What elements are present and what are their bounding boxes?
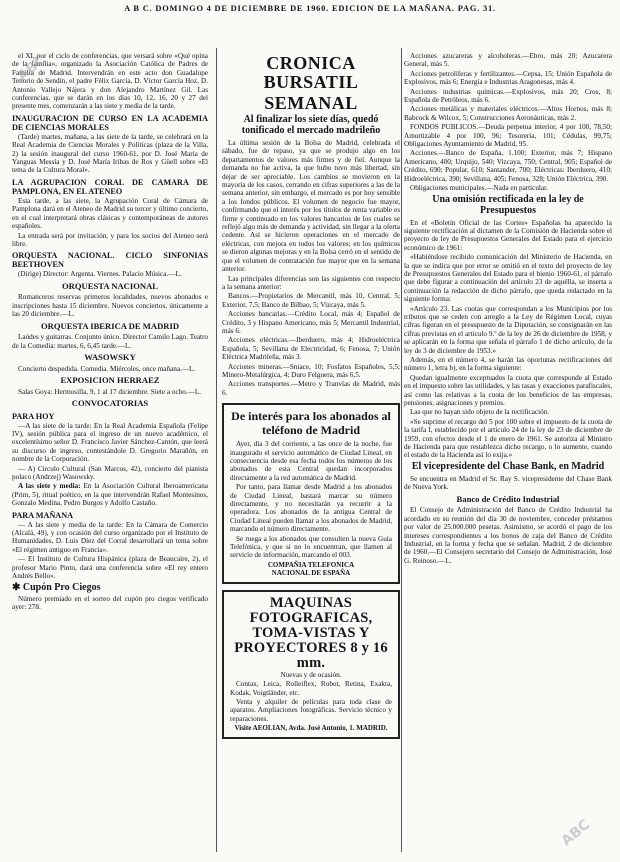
paragraph: — A) Circulo Cultural (San Marcos, 42), concierto del pianista polaco (Andrzej) Wasowsky. (12, 464, 208, 481)
paragraph: Acciones.—Banco de España, 1.100; Exterior, más 7; Hispano Americano, 400; Urquijo, 540; Vizcaya, 750; Central, 905; Español de Crédito, 690; Popular, 610; Santander, 700; Eléctricas: Iberduero, 410; Hidroeléctrica, 390; Sevillana, 405; Fenosa, 328; Unión Eléctrica, 390. (404, 149, 612, 183)
column-divider-1 (216, 48, 217, 852)
paragraph: Romanceros reservas primeros localidades, nuevos abonados e inscripciones hasta 15 diciembre. Nuevos conciertos, únicamente a las 20 diciembre.—L. (12, 293, 208, 319)
subheading-inline: A las siete y media: (18, 482, 81, 491)
article-subtitle: Al finalizar los siete días, quedó tonificado el mercado madrileño (241, 114, 381, 136)
paragraph (12, 482, 208, 507)
article-title: CRONICA BURSATIL (263, 53, 359, 92)
paragraph: Ayer, día 3 del corriente, a las once de la noche, fue inaugurado el servicio automático de Ciudad Lineal, en consecuencia desde esa fecha todos los números de los abonados de esta Central quedan incorporados directamente a la red automática de Madrid. (230, 440, 392, 482)
article-headline: El vicepresidente del Chase Bank, en Madrid (411, 460, 605, 472)
column-2 (222, 52, 400, 745)
paragraph: Acciones bancarias.—Crédito Local, más 4; Español de Crédito, 3 y Hispano Americano, más 5; Mercantil Industrial, más 6. (222, 310, 400, 335)
paragraph: Laúdes y guitarras. Conjunto único. Director Camilo Lago. Teatro de la Comedia: martes, 6, 6,45 tarde.—L. (12, 333, 208, 350)
star-icon: ✱ (12, 582, 21, 594)
paragraph: Quedan igualmente exceptuados la cuota que corresponde al Estado en el impuesto sobre las utilidades, y las tasas y exacciones parafiscales, así como las relativas a la cuota de los beneficios de las empresas, pensiones, asignaciones y premios. (404, 373, 612, 408)
coupon-heading (12, 584, 208, 592)
signature-line-1: COMPAÑIA TELEFONICA (267, 560, 355, 569)
page-header: A B C. DOMINGO 4 DE DICIEMBRE DE 1960. EDICION DE LA MAÑANA. PAG. 31. (124, 4, 496, 13)
paragraph: Las que no hayan sido objeto de la rectificación. (410, 408, 550, 417)
paragraph: (Tarde) martes, mañana, a las siete de la tarde, se celebrará en la Real Academia de Ciencias Morales y Políticas (plaza de la Villa, 2) la sesión inaugural del curso 1960-61, por D. José María de Yanguas Messía y D. José María Iribas de Ros y Güell sobre «El tema de la Cultura Moral». (12, 132, 208, 175)
paragraph: Bancos.—Propietarios de Mercantil, más 10, Central, 5; Exterior, 7,5; Banco de Bilbao, 5; Vizcaya, más 5. (222, 292, 400, 309)
section-heading: INAUGURACION DE CURSO EN LA ACADEMIA DE CIENCIAS MORALES (12, 113, 208, 132)
subheading: PARA MAÑANA (12, 510, 74, 520)
paragraph: Se encuentra en Madrid el Sr. Ray S. vicepresidente del Chase Bank de Nueva York. (404, 474, 612, 492)
paragraph: Obligaciones municipales.—Nada en particular. (410, 184, 548, 193)
paragraph: FONDOS PUBLICOS.—Deuda perpetua interior, 4 por 100, 78,50; Amortizable 4 por 100, 96; Tesorería, 101; Cédulas, 99,75; Obligaciones Ayuntamiento de Madrid, 95. (404, 123, 612, 149)
paragraph: — El Instituto de Cultura Hispánica (plaza de Beaucaire, 2), el profesor Mario Pinto, dará una conferencia sobre «El rey entero Andrés Bello». (12, 555, 208, 581)
section-heading: EXPOSICION HERRAEZ (60, 374, 160, 385)
section-heading: ORQUESTA IBERICA DE MADRID (40, 320, 180, 331)
camera-advert-box (222, 590, 400, 739)
paragraph: Nuevas y de ocasión. (280, 670, 342, 679)
section-heading: WASOWSKY (84, 351, 136, 362)
paragraph: Salas Goya: Hermosilla, 9, 1 al 17 diciembre. Siete a ocho.—L. (18, 387, 202, 396)
paragraph: Acciones petrolíferas y fertilizantes.—Cepsa, 15; Unión Española de Explosivos, más 6; Energía e Industrias Aragonesas, más 4. (404, 69, 612, 87)
paragraph: Venta y alquiler de películas para toda clase de aparatos. Ampliaciones fotográficas. Servicio técnico y reparaciones. (230, 697, 392, 723)
signature-line-2: NACIONAL DE ESPAÑA (271, 569, 351, 578)
paragraph: Concierto despedida. Comedia. Miércoles, once mañana.—L. (18, 364, 196, 373)
paragraph: Acciones industrias químicas.—Explosivos, más 20; Cros, 8; Española de Petróleos, más 6. (404, 87, 612, 105)
paragraph: Acciones eléctricas.—Iberduero, más 4; Hidroeléctrica Española, 5; Sevillana de Electricidad, 6; Fenosa, 7; Unión Eléctrica Madrileña, más 3. (222, 336, 400, 362)
paragraph: Las principales diferencias son las siguientes con respecto a la semana anterior: (222, 274, 400, 291)
paragraph: Contax, Leica, Rolleiflex, Robot, Retina, Exakta, Kodak, Voigtländer, etc. (230, 680, 392, 697)
paragraph: — A las siete y media de la tarde: En la Cámara de Comercio (Alcalá, 49), y con ocasión del curso organizado por el Instituto de Humanidades, D. Luis Díez del Corral desarrollará un tema sobre «El régimen antiguo en Francia». (12, 520, 208, 554)
article-headline: Una omisión rectificada en la ley de Presupuestos (432, 193, 584, 216)
section-heading: LA AGRUPACION CORAL DE CAMARA DE PAMPLONA, EN EL ATENEO (12, 177, 208, 196)
article-title-line2: SEMANAL (264, 93, 358, 113)
paragraph: La última sesión de la Bolsa de Madrid, celebrada el sábado, fue de repaso, ya que se produjo algo en los departamentos de valores más firmes y de fiel. Aunque la demanda no fue activa, la que hubo tuvo más libertad, sin dejar de ser apreciable. Los cambios se movieron en la mayoría de los casos, cerrando en cifras superiores a las de la semana anterior, sin embargo, el mercado es por hoy sensible a los fondos públicos. El volumen de negocio fue mayor, confirmando que el interés por los títulos de renta variable es firme y continuado en los valores bancarios de los cuales se reflejó algo más de demanda y actividad, sin llegar a la oferta cedente. Así se hicieron operaciones en el mercado de eléctricas, con mejora en todos los valores; en los químicos se dieron algunas mejoras y en la Bolsa cerró en el sentido de que el volumen de contratación fue mayor que en la semana anterior. (222, 139, 400, 274)
paragraph: Número premiado en el sorteo del cupón pro ciegos verificado ayer: 278. (12, 594, 208, 612)
paragraph: »Artículo 23. Las cuotas que correspondan a los Municipios por los tributos que se ceden con arreglo a la Ley de Régimen Local, cuyas cifras figuran en el presupuesto de la Diputación, se consignarán en las cifras previstas en el artículo 9.º de la ley de 26 de diciembre de 1958, y se aplicarán en la forma que señala el párrafo 1 de dicho artículo, de la ley de 3 de diciembre de 1953.» (404, 304, 612, 355)
paragraph: Por tanto, para llamar desde Madrid a los abonados de Ciudad Lineal, bastará marcar su número directamente, y no necesitarán ya recurrir a la operadora. Los abonados de la antigua Central de Ciudad Lineal pueden llamar a los abonados de Madrid, marcando el número directamente. (230, 483, 392, 534)
column-divider-2 (401, 48, 402, 852)
paragraph: «Habiéndose recibido comunicación del Ministerio de Hacienda, en la que se indica que por error se omitió en el texto del proyecto de ley de Presupuestos Generales del Estado para el bienio 1960-61, el párrafo que debe figurar a continuación del artículo 23 de aquélla, se inserta a continuación la redacción de dicho párrafo, que queda redactado en la siguiente forma: (404, 253, 612, 304)
notice-title: De interés para los abonados al teléfono de Madrid (231, 409, 391, 438)
column-1 (12, 52, 208, 613)
coupon-title: Cupón Pro Ciegos (22, 582, 101, 594)
paragraph: (Dirige) Director: Argenta. Viernes. Palacio Música.—L. (18, 270, 182, 279)
paragraph: Se ruega a los abonados que consulten la nueva Guía Telefónica, y que si no lo encuentran, que llamen al servicio de información, marcando el 003. (230, 534, 392, 560)
section-heading: CONVOCATORIAS (71, 397, 149, 408)
section-heading: ORQUESTA NACIONAL (61, 280, 159, 291)
paragraph: Acciones transportes.—Metro y Tranvías de Madrid, más 6. (222, 380, 400, 397)
telephone-notice-box (222, 403, 400, 584)
abc-watermark-logo: ABC (14, 51, 50, 85)
advert-headline-2: TOMA-VISTAS Y PROYECTORES 8 y 16 mm. (234, 624, 388, 671)
section-heading: ORQUESTA NACIONAL. CICLO SINFONIAS BEETHOVEN (12, 251, 208, 270)
paragraph: Acciones metálicas y materiales eléctricos.—Altos Hornos, más 8; Babcock & Wilcox, 5; Construcciones Aeronáuticas, más 2. (404, 105, 612, 122)
paragraph: —A las siete de la tarde: En la Real Academia Española (Felipe IV), sesión pública para el ingreso de un nuevo académico, el excelentísimo señor D. Francisco Javier Sánchez-Cantón, que leerá su discurso de ingreso, contestándole D. Gregorio Marañón, en nombre de la Corporación. (12, 421, 208, 464)
paragraph-text: En la Asociación Cultural Iberoamericana (Prim, 5), ritual poético, en la que intervendrán Rafael Montesinos, Gonzalo Medina, Pedro Burgos y Adolfo Castaño. (12, 482, 208, 508)
paragraph: El Consejo de Administración del Banco de Crédito Industrial ha acordado en su reunión del día 30 de noviembre, conceder préstamos por valor de 25.000.000 pesetas. Asimismo, se acordó el pago de los intereses correspondientes a los bonos de caja del Banco de Crédito Industrial, en la forma y fecha que se señalan. Madrid, 2 de diciembre de 1960.—El Consejero secretario del Consejo de Administración, José G. Reinoso.—L. (404, 506, 612, 565)
paragraph: Esta tarde, a las siete, la Agrupación Coral de Cámara de Pamplona dará en el Ateneo de Madrid su tercer y último concierto, en el cual interpretará obras clásicas y contemporáneas de autores españoles. (12, 196, 208, 231)
paragraph: Acciones mineras.—Sniace, 10; Fosfatos Españoles, 5,5; Minero-Metalúrgica, 4; Duro Felguera, más 6,5. (222, 362, 400, 379)
subheading: PARA HOY (12, 411, 55, 421)
article-headline: Banco de Crédito Industrial (456, 493, 560, 504)
paragraph: Además, en el número 4, se harán las oportunas rectificaciones del número 1, letra b), en la forma siguiente: (404, 356, 612, 373)
column-3 (404, 52, 612, 566)
paragraph: »Se suprime el recargo del 5 por 100 sobre el impuesto de la cuota de la tarifa I, establecido por el artículo 24 de la ley de 23 de diciembre de 1959, con efectos desde el 1 de enero de 1961. Se autoriza al Ministro de Hacienda para que restablezca dicho recargo, o lo aumente, cuando el estado de la Hacienda así lo exija.» (404, 417, 612, 460)
advert-address: Visite AEOLIAN, Avda. José Antonio, 1. MADRID. (234, 724, 388, 733)
paragraph: Acciones azucareras y alcoholeras.—Ebro, más 20; Azucarera General, más 5. (404, 52, 612, 69)
abc-watermark-logo: ABC (558, 816, 594, 850)
paragraph: En el «Boletín Oficial de las Cortes» Españolas ha aparecido la siguiente rectificación al dictamen de la Comisión de Hacienda sobre el proyecto de ley de Presupuestos Generales del Estado para el ejercicio económico de 1961: (404, 218, 612, 252)
paragraph: La entrada será por invitación, y para los socios del Ateneo será libre. (12, 231, 208, 248)
paragraph: el XI, por el ciclo de conferencias, que versará sobre «Qué opina de la familia», organizado la Asociación Católica de Padres de Familia de Madrid. Intervendrán en este acto don Guadalupe Tenorio de Sendín, el padre Félix García, D. Víctor García Hoz, D. Antonio Vallejo Nájera y don Alejandro Martínez Gil. Las conferencias, que se darán en los días 10, 12, 16, 20 y 27 del presente mes, comenzarán a las siete y media de la tarde. (12, 52, 208, 111)
advert-headline-1: MAQUINAS FOTOGRAFICAS, (249, 594, 373, 626)
